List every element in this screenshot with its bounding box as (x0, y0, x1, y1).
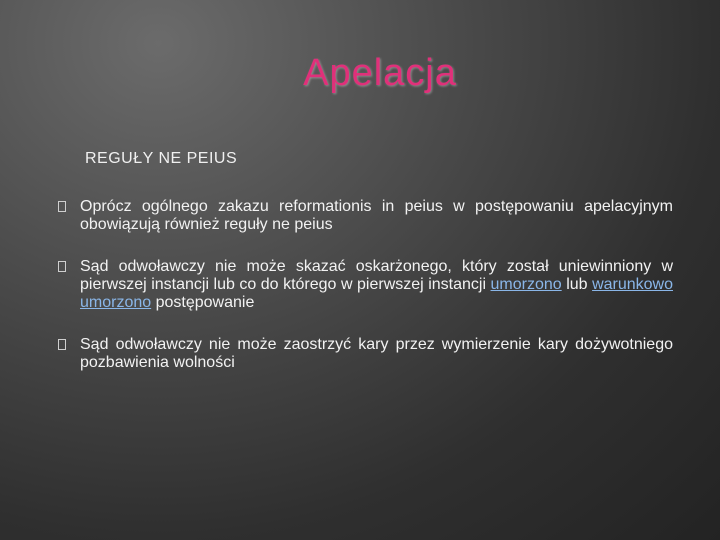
bullet-marker-icon (58, 261, 66, 272)
slide-subtitle: REGUŁY NE PEIUS (85, 150, 238, 167)
bullet-item (58, 336, 673, 372)
bullet-item (58, 258, 673, 312)
bullet-text: Sąd odwoławczy nie może zaostrzyć kary przez wymierzenie kary dożywotniego pozbawienia wolności (80, 336, 673, 371)
bullet-text: Sąd odwoławczy nie może skazać oskarżonego, który został uniewinniony w pierwszej instancji lub co do którego w pierwszej instancji (80, 258, 673, 293)
bullet-item (58, 198, 673, 234)
slide-title: Apelacja (303, 52, 457, 94)
link-umorzono[interactable]: umorzono (490, 276, 562, 293)
bullet-marker-icon (58, 201, 66, 212)
link-warunkowo-umorzono[interactable]: warunkowo umorzono (80, 276, 673, 311)
bullet-text: postępowanie (151, 294, 255, 311)
bullet-text: Oprócz ogólnego zakazu reformationis in peius w postępowaniu apelacyjnym obowiązują również reguły ne peius (80, 198, 673, 233)
bullet-marker-icon (58, 339, 66, 350)
bullet-list (58, 198, 673, 396)
bullet-text: lub (561, 276, 593, 293)
